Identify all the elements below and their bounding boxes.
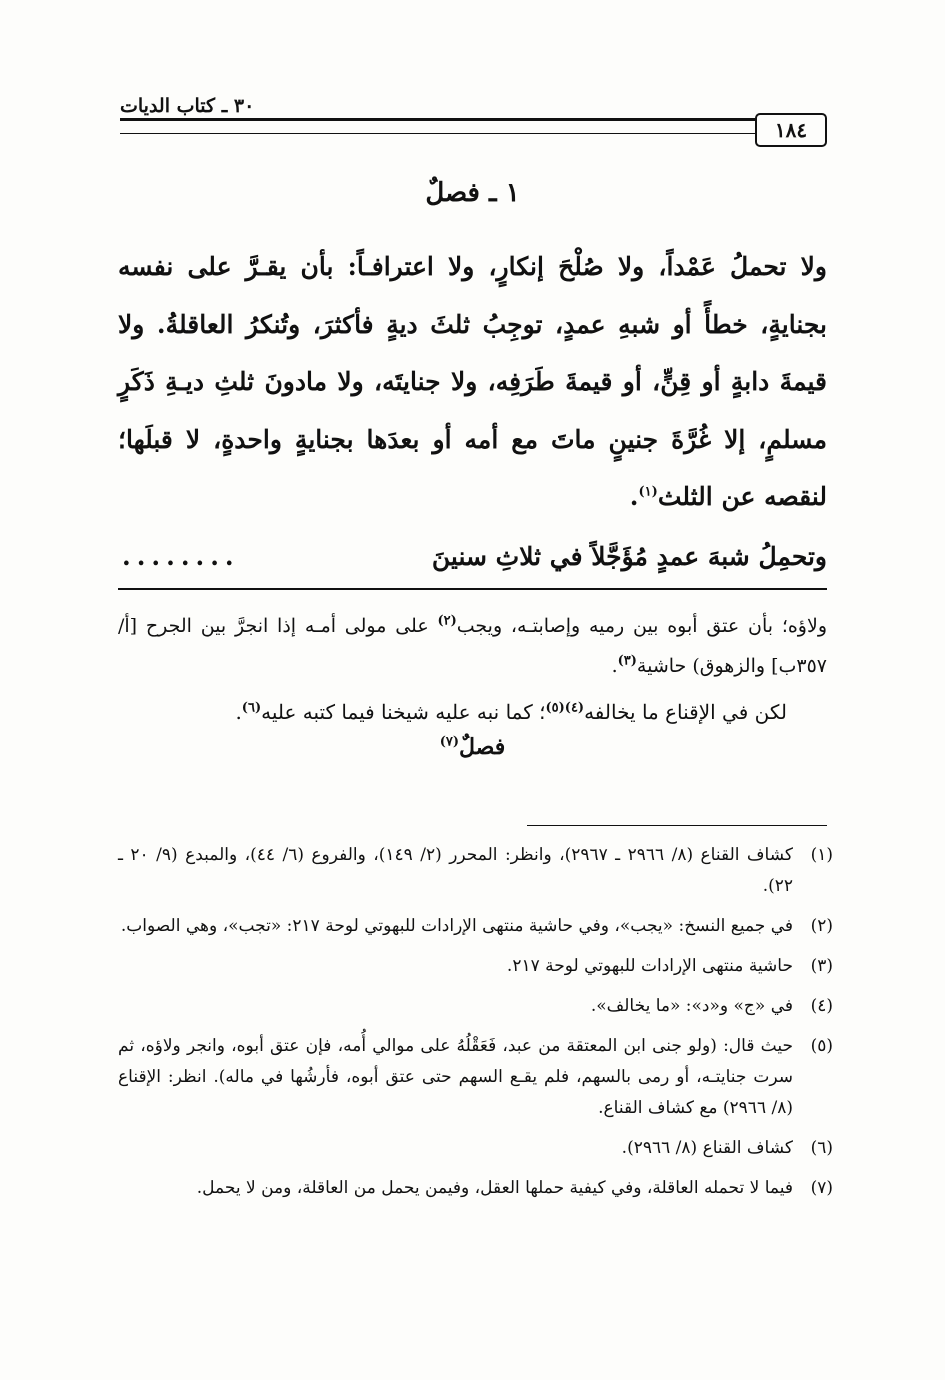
running-title: ٣٠ ـ كتاب الديات [120, 95, 255, 117]
footnote-ref[interactable]: (٦) [241, 700, 262, 716]
footnote-ref[interactable]: (١) [638, 484, 658, 500]
footnote-text: كشاف القناع (٨/ ٢٩٦٦). [621, 1138, 793, 1158]
footnote-text: في «ج» و«د»: «ما يخالف». [590, 996, 793, 1016]
commentary-text: على مولى أمـه إذا انجرَّ بين الجرح [أ/ ٣٥٧ب] والزهوق) حاشية [118, 615, 827, 677]
footnote [118, 911, 833, 942]
footnote [118, 1031, 833, 1124]
footnote [118, 1133, 833, 1164]
section-heading: ١ ـ فصلٌ [425, 178, 520, 208]
sentence-end: . [235, 700, 242, 724]
footnote-number: (٦) [810, 1138, 833, 1158]
commentary-line [118, 606, 827, 686]
footnote-ref[interactable]: (٤)(٥) [545, 700, 585, 716]
commentary [118, 606, 827, 732]
footnote-text: فيما لا تحمله العاقلة، وفي كيفية حملها العقل، وفيمن يحمل من العاقلة، ومن لا يحمل. [196, 1178, 793, 1198]
footnote [118, 1173, 833, 1204]
footnote-text: حاشية منتهى الإرادات للبهوتي لوحة ٢١٧. [506, 956, 793, 976]
page-number-text: ١٨٤ [774, 118, 808, 142]
footnote-ref[interactable]: (٢) [437, 613, 457, 629]
page-number [755, 113, 827, 147]
footnote [118, 951, 833, 982]
dotted-leader: ........ [122, 541, 240, 571]
main-paragraph [118, 238, 827, 526]
footnote-ref[interactable]: (٣) [617, 653, 637, 669]
footnote-number: (٢) [810, 916, 833, 936]
main-paragraph-text: ولا تحملُ عَمْداً، ولا صُلْحَ إنكارٍ، ولا اعترافـاً: بأن يقـرَّ على نفسه بجنايةٍ، خطأً أو شبهِ عمدٍ، توجِبُ ثلثَ ديةٍ فأكثرَ، وتُنكرُ العاقلةُ. ولا قيمةَ دابةٍ أو قِنٍّ، أو قيمةَ طَرَفِه، ولا جنايتَه، ولا مادونَ ثلثِ ديـةِ ذَكَرٍ مسلمٍ، إلا غُرَّةَ جنينٍ ماتَ مع أمه أو بعدَها بجنايةٍ واحدةٍ، لا قبلَها؛ لنقصه عن الثلث [118, 252, 827, 511]
footnote-text: حيث قال: (ولو جنى ابن المعتقة من عبد، فَعَقْلُهُ على موالي أُمه، فإن عتق أبوه، وانجر ولاؤه، ثم سرت جنايتـه، أو رمى بالسهم، فلم يقـع السهم حتى عتق أبوه، فأرشُها في ماله). انظر: الإقناع (٨/ ٢٩٦٦) مع كشاف القناع. [118, 1036, 793, 1118]
footnote-number: (٥) [810, 1036, 833, 1056]
sub-heading [0, 734, 945, 760]
header-rule [120, 118, 755, 134]
main-final-line-text: وتحمِلُ شبهَ عمدٍ مُؤَجَّلاً في ثلاثِ سنينَ [431, 541, 827, 571]
footnote-ref[interactable]: (٧) [439, 734, 460, 750]
commentary-text: لكن في الإقناع ما يخالفه [584, 700, 787, 724]
sentence-end: . [611, 655, 618, 677]
sub-heading-text: فصلٌ [459, 734, 506, 760]
main-final-line [118, 530, 827, 582]
footnote-number: (١) [810, 845, 833, 865]
commentary-line [118, 692, 827, 732]
footnote-number: (٤) [810, 996, 833, 1016]
footnote [118, 840, 833, 902]
commentary-text: ؛ كما نبه عليه شيخنا فيما كتبه عليه [261, 700, 546, 724]
footnote-number: (٣) [810, 956, 833, 976]
text-commentary-divider [118, 588, 827, 590]
commentary-text: ولاؤه؛ بأن عتق أبوه بين رميه وإصابتـه، ويجب [456, 615, 827, 637]
footnotes [118, 840, 833, 1213]
footnote-text: في جميع النسخ: «يجب»، وفي حاشية منتهى الإرادات للبهوتي لوحة ٢١٧: «تجب»، وهي الصواب. [120, 916, 793, 936]
footnote-number: (٧) [810, 1178, 833, 1198]
footnote [118, 991, 833, 1022]
footnote-separator [527, 825, 827, 826]
footnote-text: كشاف القناع (٨/ ٢٩٦٦ ـ ٢٩٦٧)، وانظر: المحرر (٢/ ١٤٩)، والفروع (٦/ ٤٤)، والمبدع (٩/ ٢٠ ـ ٢٢). [118, 845, 793, 896]
sentence-end: . [629, 482, 639, 511]
main-text [118, 238, 827, 526]
